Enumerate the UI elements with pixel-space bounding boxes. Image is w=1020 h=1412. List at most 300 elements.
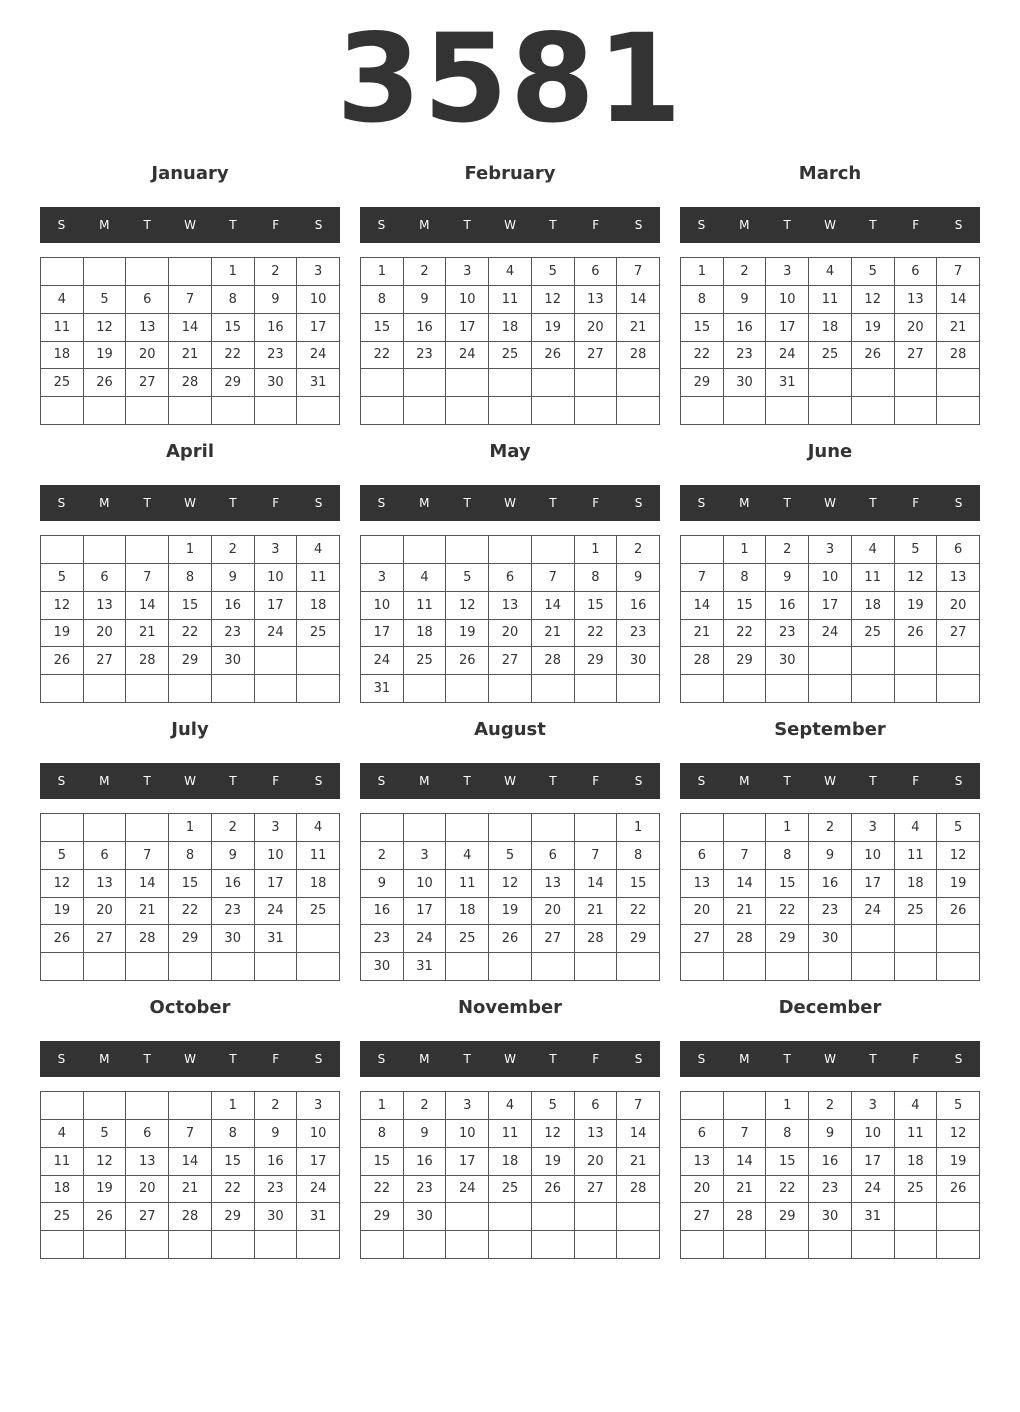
- day-cell: 6: [489, 564, 532, 592]
- day-cell: 14: [617, 1120, 660, 1148]
- weekday-label: S: [634, 496, 643, 510]
- day-cell: 14: [937, 286, 980, 314]
- day-cell: 25: [895, 1176, 938, 1204]
- day-cell: 21: [617, 1148, 660, 1176]
- empty-day-cell: [809, 369, 852, 397]
- day-cell: 19: [852, 314, 895, 342]
- empty-day-cell: [937, 925, 980, 953]
- day-cell: 21: [532, 620, 575, 648]
- day-cell: 6: [532, 842, 575, 870]
- day-cell: 19: [489, 898, 532, 926]
- day-cell: 25: [41, 1203, 84, 1231]
- empty-day-cell: [446, 1231, 489, 1259]
- day-cell: 7: [617, 258, 660, 286]
- day-grid: [360, 813, 660, 981]
- day-cell: 22: [766, 898, 809, 926]
- empty-day-cell: [852, 397, 895, 425]
- day-cell: 15: [575, 592, 618, 620]
- empty-day-cell: [255, 397, 298, 425]
- day-cell: 6: [681, 842, 724, 870]
- day-cell: 25: [489, 342, 532, 370]
- day-cell: 8: [361, 1120, 404, 1148]
- day-cell: 25: [489, 1176, 532, 1204]
- day-cell: 3: [446, 1092, 489, 1120]
- empty-day-cell: [937, 675, 980, 703]
- day-cell: 28: [681, 647, 724, 675]
- day-cell: 2: [212, 536, 255, 564]
- day-cell: 21: [617, 314, 660, 342]
- day-cell: 24: [852, 1176, 895, 1204]
- day-grid: [360, 535, 660, 703]
- month-name: December: [778, 997, 882, 1018]
- day-cell: 28: [169, 369, 212, 397]
- day-cell: 22: [361, 342, 404, 370]
- weekday-label: M: [739, 1052, 750, 1066]
- day-cell: 24: [766, 342, 809, 370]
- day-cell: 3: [297, 1092, 340, 1120]
- day-cell: 20: [84, 898, 127, 926]
- day-cell: 8: [724, 564, 767, 592]
- day-cell: 29: [169, 647, 212, 675]
- day-cell: 21: [724, 898, 767, 926]
- empty-day-cell: [681, 953, 724, 981]
- day-cell: 15: [212, 1148, 255, 1176]
- day-cell: 16: [617, 592, 660, 620]
- day-cell: 13: [575, 1120, 618, 1148]
- empty-day-cell: [937, 369, 980, 397]
- day-cell: 4: [297, 536, 340, 564]
- day-cell: 10: [255, 842, 298, 870]
- day-cell: 8: [766, 842, 809, 870]
- day-cell: 23: [212, 898, 255, 926]
- day-cell: 8: [212, 1120, 255, 1148]
- weekday-label: F: [272, 218, 280, 232]
- weekday-header: [680, 763, 980, 799]
- day-cell: 10: [297, 1120, 340, 1148]
- day-cell: 2: [255, 1092, 298, 1120]
- day-cell: 18: [852, 592, 895, 620]
- weekday-header: [680, 1041, 980, 1077]
- empty-day-cell: [809, 397, 852, 425]
- day-cell: 10: [446, 1120, 489, 1148]
- weekday-label: T: [143, 218, 151, 232]
- day-cell: 29: [361, 1203, 404, 1231]
- day-cell: 16: [212, 870, 255, 898]
- empty-day-cell: [489, 369, 532, 397]
- empty-day-cell: [212, 675, 255, 703]
- day-cell: 7: [532, 564, 575, 592]
- day-cell: 23: [404, 1176, 447, 1204]
- day-cell: 6: [126, 1120, 169, 1148]
- day-cell: 5: [937, 1092, 980, 1120]
- empty-day-cell: [724, 397, 767, 425]
- day-cell: 1: [617, 814, 660, 842]
- day-cell: 28: [617, 342, 660, 370]
- day-cell: 18: [297, 870, 340, 898]
- weekday-header: [40, 207, 340, 243]
- empty-day-cell: [532, 1203, 575, 1231]
- day-cell: 13: [681, 1148, 724, 1176]
- day-cell: 3: [852, 814, 895, 842]
- day-grid: [680, 535, 980, 703]
- day-cell: 22: [724, 620, 767, 648]
- empty-day-cell: [446, 814, 489, 842]
- day-cell: 16: [255, 1148, 298, 1176]
- weekday-label: T: [869, 218, 877, 232]
- day-cell: 6: [895, 258, 938, 286]
- day-cell: 12: [489, 870, 532, 898]
- empty-day-cell: [575, 953, 618, 981]
- day-cell: 12: [532, 1120, 575, 1148]
- empty-day-cell: [404, 369, 447, 397]
- empty-day-cell: [41, 397, 84, 425]
- day-cell: 14: [126, 870, 169, 898]
- day-cell: 26: [84, 1203, 127, 1231]
- weekday-label: F: [912, 774, 920, 788]
- day-cell: 17: [852, 1148, 895, 1176]
- empty-day-cell: [724, 675, 767, 703]
- day-cell: 3: [297, 258, 340, 286]
- day-grid: [680, 813, 980, 981]
- day-cell: 19: [41, 620, 84, 648]
- empty-day-cell: [41, 675, 84, 703]
- day-cell: 6: [575, 1092, 618, 1120]
- weekday-label: S: [634, 1052, 643, 1066]
- day-cell: 28: [532, 647, 575, 675]
- weekday-label: M: [419, 774, 430, 788]
- day-cell: 2: [361, 842, 404, 870]
- day-cell: 19: [41, 898, 84, 926]
- weekday-header: [40, 763, 340, 799]
- day-cell: 20: [489, 620, 532, 648]
- day-cell: 9: [809, 1120, 852, 1148]
- day-cell: 20: [681, 898, 724, 926]
- empty-day-cell: [446, 675, 489, 703]
- empty-day-cell: [212, 953, 255, 981]
- empty-day-cell: [852, 1231, 895, 1259]
- empty-day-cell: [255, 647, 298, 675]
- empty-day-cell: [84, 1231, 127, 1259]
- empty-day-cell: [297, 397, 340, 425]
- month-name: March: [798, 163, 862, 184]
- weekday-header: [40, 485, 340, 521]
- day-cell: 30: [617, 647, 660, 675]
- weekday-label: W: [824, 774, 836, 788]
- weekday-label: F: [592, 1052, 600, 1066]
- day-cell: 27: [895, 342, 938, 370]
- day-cell: 21: [126, 898, 169, 926]
- empty-day-cell: [489, 536, 532, 564]
- empty-day-cell: [617, 953, 660, 981]
- empty-day-cell: [766, 675, 809, 703]
- weekday-label: S: [57, 218, 66, 232]
- day-cell: 24: [852, 898, 895, 926]
- weekday-label: T: [549, 496, 557, 510]
- weekday-label: T: [783, 1052, 791, 1066]
- empty-day-cell: [126, 1231, 169, 1259]
- day-cell: 31: [297, 1203, 340, 1231]
- day-cell: 17: [404, 898, 447, 926]
- day-cell: 27: [84, 647, 127, 675]
- day-cell: 14: [532, 592, 575, 620]
- weekday-label: S: [314, 1052, 323, 1066]
- month-name: June: [807, 441, 853, 462]
- weekday-label: T: [463, 774, 471, 788]
- empty-day-cell: [41, 1092, 84, 1120]
- empty-day-cell: [681, 536, 724, 564]
- day-cell: 5: [84, 1120, 127, 1148]
- empty-day-cell: [126, 675, 169, 703]
- day-cell: 15: [361, 314, 404, 342]
- day-cell: 17: [852, 870, 895, 898]
- day-cell: 23: [255, 342, 298, 370]
- day-cell: 5: [84, 286, 127, 314]
- day-cell: 28: [169, 1203, 212, 1231]
- empty-day-cell: [489, 397, 532, 425]
- day-cell: 2: [404, 1092, 447, 1120]
- day-cell: 11: [489, 1120, 532, 1148]
- day-cell: 27: [575, 342, 618, 370]
- day-cell: 29: [766, 1203, 809, 1231]
- day-cell: 26: [41, 647, 84, 675]
- day-cell: 7: [681, 564, 724, 592]
- empty-day-cell: [895, 953, 938, 981]
- empty-day-cell: [617, 369, 660, 397]
- day-cell: 23: [724, 342, 767, 370]
- day-cell: 20: [895, 314, 938, 342]
- empty-day-cell: [212, 1231, 255, 1259]
- month-name: April: [165, 441, 215, 462]
- day-cell: 12: [84, 314, 127, 342]
- day-cell: 11: [895, 1120, 938, 1148]
- day-cell: 11: [297, 564, 340, 592]
- day-cell: 15: [212, 314, 255, 342]
- empty-day-cell: [361, 814, 404, 842]
- empty-day-cell: [126, 258, 169, 286]
- day-cell: 18: [489, 1148, 532, 1176]
- weekday-label: T: [463, 496, 471, 510]
- day-cell: 25: [446, 925, 489, 953]
- weekday-label: W: [184, 218, 196, 232]
- empty-day-cell: [297, 953, 340, 981]
- empty-day-cell: [532, 369, 575, 397]
- day-cell: 14: [126, 592, 169, 620]
- empty-day-cell: [937, 953, 980, 981]
- weekday-label: S: [57, 1052, 66, 1066]
- day-cell: 8: [361, 286, 404, 314]
- day-cell: 19: [937, 1148, 980, 1176]
- day-cell: 12: [852, 286, 895, 314]
- day-cell: 3: [446, 258, 489, 286]
- day-cell: 23: [617, 620, 660, 648]
- day-cell: 17: [766, 314, 809, 342]
- day-cell: 13: [575, 286, 618, 314]
- day-cell: 28: [617, 1176, 660, 1204]
- weekday-label: S: [697, 774, 706, 788]
- day-cell: 13: [489, 592, 532, 620]
- day-cell: 7: [617, 1092, 660, 1120]
- empty-day-cell: [809, 1231, 852, 1259]
- day-cell: 13: [532, 870, 575, 898]
- empty-day-cell: [169, 953, 212, 981]
- day-cell: 21: [724, 1176, 767, 1204]
- day-cell: 31: [297, 369, 340, 397]
- empty-day-cell: [937, 397, 980, 425]
- empty-day-cell: [532, 814, 575, 842]
- empty-day-cell: [126, 814, 169, 842]
- day-cell: 14: [169, 314, 212, 342]
- empty-day-cell: [895, 369, 938, 397]
- empty-day-cell: [41, 953, 84, 981]
- empty-day-cell: [84, 1092, 127, 1120]
- weekday-label: T: [463, 218, 471, 232]
- day-cell: 17: [446, 1148, 489, 1176]
- day-cell: 20: [575, 1148, 618, 1176]
- empty-day-cell: [937, 1203, 980, 1231]
- weekday-label: W: [504, 774, 516, 788]
- empty-day-cell: [681, 675, 724, 703]
- day-cell: 30: [361, 953, 404, 981]
- empty-day-cell: [255, 953, 298, 981]
- empty-day-cell: [532, 675, 575, 703]
- empty-day-cell: [766, 1231, 809, 1259]
- empty-day-cell: [84, 953, 127, 981]
- day-cell: 5: [41, 842, 84, 870]
- empty-day-cell: [809, 675, 852, 703]
- weekday-label: S: [954, 496, 963, 510]
- day-cell: 23: [809, 1176, 852, 1204]
- day-cell: 30: [212, 647, 255, 675]
- weekday-label: F: [272, 1052, 280, 1066]
- weekday-label: W: [824, 1052, 836, 1066]
- day-cell: 7: [169, 1120, 212, 1148]
- day-cell: 20: [575, 314, 618, 342]
- empty-day-cell: [852, 925, 895, 953]
- day-cell: 31: [361, 675, 404, 703]
- empty-day-cell: [681, 397, 724, 425]
- day-cell: 27: [84, 925, 127, 953]
- empty-day-cell: [532, 536, 575, 564]
- empty-day-cell: [809, 953, 852, 981]
- day-cell: 18: [446, 898, 489, 926]
- day-cell: 30: [724, 369, 767, 397]
- month-name: May: [489, 441, 531, 462]
- day-cell: 1: [361, 258, 404, 286]
- day-cell: 1: [169, 536, 212, 564]
- day-cell: 21: [169, 342, 212, 370]
- day-cell: 2: [809, 1092, 852, 1120]
- day-grid: [360, 257, 660, 425]
- weekday-label: T: [229, 496, 237, 510]
- weekday-label: T: [549, 218, 557, 232]
- day-cell: 11: [41, 314, 84, 342]
- day-cell: 27: [126, 369, 169, 397]
- day-cell: 28: [126, 647, 169, 675]
- day-cell: 3: [255, 536, 298, 564]
- day-cell: 12: [84, 1148, 127, 1176]
- weekday-label: F: [592, 218, 600, 232]
- day-grid: [680, 1091, 980, 1259]
- day-cell: 25: [297, 898, 340, 926]
- empty-day-cell: [766, 953, 809, 981]
- day-cell: 24: [297, 1176, 340, 1204]
- day-cell: 29: [575, 647, 618, 675]
- empty-day-cell: [489, 1203, 532, 1231]
- empty-day-cell: [575, 369, 618, 397]
- day-cell: 10: [404, 870, 447, 898]
- day-cell: 20: [126, 342, 169, 370]
- day-cell: 18: [41, 342, 84, 370]
- day-cell: 15: [681, 314, 724, 342]
- day-cell: 9: [617, 564, 660, 592]
- day-cell: 30: [766, 647, 809, 675]
- day-cell: 27: [681, 925, 724, 953]
- empty-day-cell: [724, 953, 767, 981]
- weekday-label: W: [504, 218, 516, 232]
- weekday-label: T: [549, 1052, 557, 1066]
- weekday-label: S: [314, 218, 323, 232]
- day-cell: 18: [489, 314, 532, 342]
- day-cell: 5: [489, 842, 532, 870]
- day-cell: 15: [766, 870, 809, 898]
- weekday-label: S: [377, 774, 386, 788]
- empty-day-cell: [532, 953, 575, 981]
- empty-day-cell: [169, 397, 212, 425]
- day-cell: 9: [212, 564, 255, 592]
- day-cell: 10: [809, 564, 852, 592]
- weekday-label: S: [314, 774, 323, 788]
- day-cell: 9: [404, 286, 447, 314]
- empty-day-cell: [361, 397, 404, 425]
- day-cell: 12: [446, 592, 489, 620]
- day-cell: 2: [766, 536, 809, 564]
- day-cell: 26: [532, 1176, 575, 1204]
- month-name: September: [774, 719, 886, 740]
- day-cell: 17: [297, 314, 340, 342]
- day-cell: 3: [809, 536, 852, 564]
- empty-day-cell: [724, 814, 767, 842]
- empty-day-cell: [255, 1231, 298, 1259]
- day-cell: 16: [724, 314, 767, 342]
- day-cell: 22: [361, 1176, 404, 1204]
- day-cell: 24: [446, 342, 489, 370]
- year-title: 3581: [336, 8, 684, 150]
- day-cell: 26: [532, 342, 575, 370]
- weekday-label: F: [592, 496, 600, 510]
- day-cell: 11: [809, 286, 852, 314]
- empty-day-cell: [84, 814, 127, 842]
- day-cell: 1: [575, 536, 618, 564]
- empty-day-cell: [255, 675, 298, 703]
- day-cell: 30: [809, 925, 852, 953]
- day-cell: 31: [404, 953, 447, 981]
- day-cell: 24: [297, 342, 340, 370]
- weekday-label: M: [739, 774, 750, 788]
- weekday-label: W: [184, 1052, 196, 1066]
- day-cell: 6: [575, 258, 618, 286]
- day-cell: 15: [617, 870, 660, 898]
- empty-day-cell: [41, 814, 84, 842]
- empty-day-cell: [532, 1231, 575, 1259]
- day-cell: 28: [724, 925, 767, 953]
- weekday-label: T: [869, 774, 877, 788]
- day-cell: 4: [895, 1092, 938, 1120]
- day-cell: 10: [852, 1120, 895, 1148]
- day-cell: 23: [809, 898, 852, 926]
- weekday-header: [360, 763, 660, 799]
- day-cell: 13: [126, 314, 169, 342]
- day-cell: 27: [489, 647, 532, 675]
